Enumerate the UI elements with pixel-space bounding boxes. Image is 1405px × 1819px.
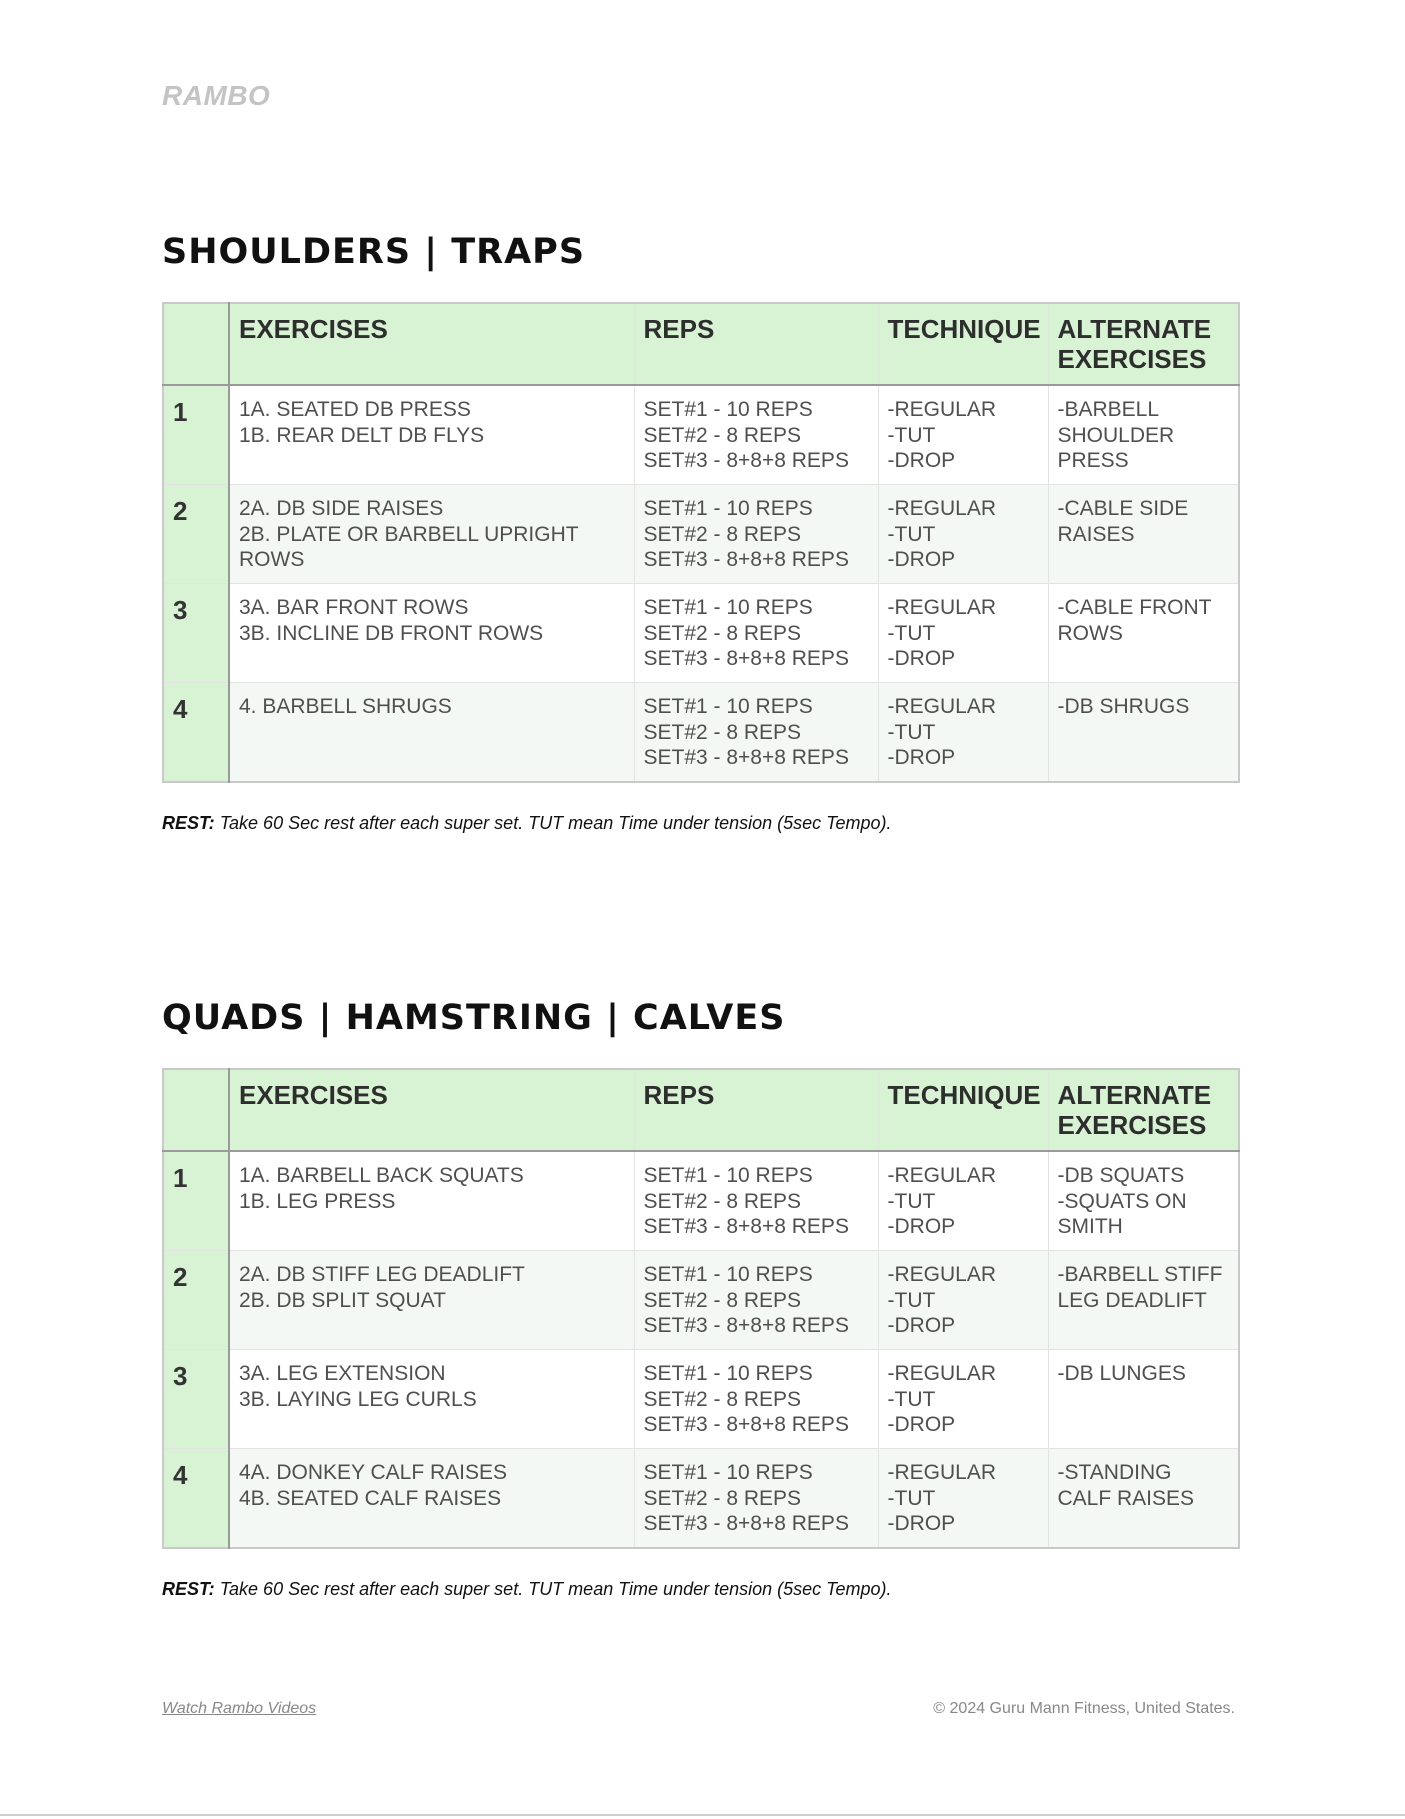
alternate-cell: [1048, 385, 1239, 485]
reps-line: SET#1 - 10 REPS: [643, 1263, 813, 1286]
alternate-line: -STANDING CALF RAISES: [1057, 1461, 1195, 1510]
exercise-line: 1A. SEATED DB PRESS: [239, 398, 471, 421]
technique-line: -TUT: [887, 621, 936, 645]
copyright-text: © 2024 Guru Mann Fitness, United States.: [933, 1700, 1235, 1717]
technique-cell: [878, 1251, 1048, 1350]
technique-line: -REGULAR: [887, 398, 997, 421]
rest-text: Take 60 Sec rest after each super set. TUT mean Time under tension (5sec Tempo).: [219, 813, 892, 833]
exercise-line: 3B. INCLINE DB FRONT ROWS: [239, 621, 544, 645]
technique-line: -REGULAR: [887, 1461, 997, 1484]
technique-line: -TUT: [887, 1387, 936, 1411]
row-number: 3: [163, 1350, 229, 1449]
technique-cell: [878, 584, 1048, 683]
reps-line: SET#3 - 8+8+8 REPS: [643, 1413, 849, 1436]
exercise-cell: [229, 1251, 634, 1350]
technique-line: -TUT: [887, 720, 936, 744]
row-number: 1: [163, 1151, 229, 1251]
reps-line: SET#3 - 8+8+8 REPS: [643, 1314, 849, 1337]
watch-videos-link[interactable]: Watch Rambo Videos: [162, 1700, 317, 1717]
alternate-line: -CABLE SIDE RAISES: [1057, 497, 1189, 546]
exercise-line: 4A. DONKEY CALF RAISES: [239, 1461, 508, 1484]
reps-line: SET#3 - 8+8+8 REPS: [643, 746, 849, 769]
exercise-cell: [229, 1449, 634, 1549]
brand-title: RAMBO: [162, 80, 271, 111]
header-technique: TECHNIQUE: [878, 1069, 1048, 1151]
row-number: 3: [163, 584, 229, 683]
reps-line: SET#2 - 8 REPS: [643, 1189, 802, 1213]
exercise-line: 1B. LEG PRESS: [239, 1189, 396, 1213]
reps-cell: [634, 1251, 878, 1350]
exercise-line: 2A. DB SIDE RAISES: [239, 497, 444, 520]
reps-cell: [634, 584, 878, 683]
table-row: [163, 485, 1239, 584]
table-header-row: [163, 1069, 1239, 1151]
rest-text: Take 60 Sec rest after each super set. TUT mean Time under tension (5sec Tempo).: [219, 1579, 892, 1599]
workout-table: [162, 302, 1240, 783]
technique-line: -DROP: [887, 1314, 956, 1337]
technique-line: -TUT: [887, 423, 936, 447]
reps-cell: [634, 1151, 878, 1251]
technique-line: -TUT: [887, 1486, 936, 1510]
technique-line: -TUT: [887, 1189, 936, 1213]
technique-line: -REGULAR: [887, 596, 997, 619]
rest-label: REST:: [162, 1579, 215, 1599]
alternate-line: -DB LUNGES: [1057, 1362, 1186, 1385]
reps-cell: [634, 485, 878, 584]
section-title: QUADS | HAMSTRING | CALVES: [162, 998, 786, 1038]
row-number: 2: [163, 1251, 229, 1350]
reps-line: SET#2 - 8 REPS: [643, 621, 802, 645]
technique-line: -DROP: [887, 1413, 956, 1436]
reps-line: SET#1 - 10 REPS: [643, 695, 813, 718]
technique-line: -DROP: [887, 548, 956, 571]
technique-line: -DROP: [887, 1215, 956, 1238]
header-alternate-exercises: ALTERNATE EXERCISES: [1048, 1069, 1239, 1151]
header-alternate-exercises: ALTERNATE EXERCISES: [1048, 303, 1239, 385]
table-row: [163, 385, 1239, 485]
exercise-line: 2A. DB STIFF LEG DEADLIFT: [239, 1263, 525, 1286]
page-bottom-divider: [0, 1814, 1405, 1816]
header-exercises: EXERCISES: [229, 303, 634, 385]
exercise-cell: [229, 683, 634, 783]
technique-line: -REGULAR: [887, 497, 997, 520]
alternate-cell: [1048, 1449, 1239, 1549]
technique-line: -REGULAR: [887, 695, 997, 718]
technique-line: -REGULAR: [887, 1362, 997, 1385]
reps-line: SET#1 - 10 REPS: [643, 497, 813, 520]
technique-line: -DROP: [887, 449, 956, 472]
reps-cell: [634, 385, 878, 485]
exercise-cell: [229, 1350, 634, 1449]
exercise-line: 3B. LAYING LEG CURLS: [239, 1387, 477, 1411]
reps-line: SET#2 - 8 REPS: [643, 1486, 802, 1510]
rest-label: REST:: [162, 813, 215, 833]
header-technique: TECHNIQUE: [878, 303, 1048, 385]
technique-line: -TUT: [887, 1288, 936, 1312]
header-reps: REPS: [634, 303, 878, 385]
reps-cell: [634, 1350, 878, 1449]
exercise-cell: [229, 1151, 634, 1251]
header-exercises: EXERCISES: [229, 1069, 634, 1151]
section-quads-hamstring-calves: [162, 994, 1238, 1600]
table-row: [163, 1449, 1239, 1549]
table-row: [163, 1251, 1239, 1350]
rest-note: [162, 1579, 1238, 1600]
exercise-line: 4B. SEATED CALF RAISES: [239, 1486, 502, 1510]
technique-cell: [878, 683, 1048, 783]
reps-line: SET#2 - 8 REPS: [643, 1387, 802, 1411]
technique-cell: [878, 1151, 1048, 1251]
exercise-cell: [229, 584, 634, 683]
reps-line: SET#3 - 8+8+8 REPS: [643, 548, 849, 571]
alternate-cell: [1048, 1350, 1239, 1449]
alternate-cell: [1048, 1251, 1239, 1350]
exercise-line: 1B. REAR DELT DB FLYS: [239, 423, 485, 447]
technique-line: -DROP: [887, 1512, 956, 1535]
alternate-line: -BARBELL SHOULDER PRESS: [1057, 398, 1175, 472]
alternate-line: -DB SQUATS: [1057, 1164, 1185, 1187]
alternate-cell: [1048, 584, 1239, 683]
technique-line: -DROP: [887, 647, 956, 670]
reps-line: SET#1 - 10 REPS: [643, 1362, 813, 1385]
exercise-line: 1A. BARBELL BACK SQUATS: [239, 1164, 524, 1187]
reps-line: SET#1 - 10 REPS: [643, 1461, 813, 1484]
section-title: SHOULDERS | TRAPS: [162, 232, 586, 272]
exercise-line: 3A. BAR FRONT ROWS: [239, 596, 469, 619]
reps-line: SET#3 - 8+8+8 REPS: [643, 1512, 849, 1535]
header-index: [163, 1069, 229, 1151]
reps-line: SET#1 - 10 REPS: [643, 596, 813, 619]
reps-line: SET#3 - 8+8+8 REPS: [643, 647, 849, 670]
header-reps: REPS: [634, 1069, 878, 1151]
exercise-line: 2B. DB SPLIT SQUAT: [239, 1288, 446, 1312]
alternate-cell: [1048, 1151, 1239, 1251]
exercise-line: 4. BARBELL SHRUGS: [239, 695, 452, 718]
alternate-line: -CABLE FRONT ROWS: [1057, 596, 1212, 645]
exercise-line: 2B. PLATE OR BARBELL UPRIGHT ROWS: [239, 522, 579, 571]
technique-cell: [878, 1350, 1048, 1449]
alternate-line: -DB SHRUGS: [1057, 695, 1190, 718]
technique-line: -TUT: [887, 522, 936, 546]
table-row: [163, 1350, 1239, 1449]
reps-cell: [634, 683, 878, 783]
reps-line: SET#3 - 8+8+8 REPS: [643, 1215, 849, 1238]
section-shoulders-traps: [162, 228, 1238, 834]
reps-line: SET#1 - 10 REPS: [643, 1164, 813, 1187]
row-number: 1: [163, 385, 229, 485]
reps-cell: [634, 1449, 878, 1549]
workout-table: [162, 1068, 1240, 1549]
exercise-cell: [229, 385, 634, 485]
technique-line: -DROP: [887, 746, 956, 769]
technique-line: -REGULAR: [887, 1164, 997, 1187]
row-number: 4: [163, 683, 229, 783]
exercise-cell: [229, 485, 634, 584]
technique-cell: [878, 385, 1048, 485]
reps-line: SET#2 - 8 REPS: [643, 423, 802, 447]
technique-line: -REGULAR: [887, 1263, 997, 1286]
alternate-line: -SQUATS ON SMITH: [1057, 1189, 1187, 1238]
alternate-line: -BARBELL STIFF LEG DEADLIFT: [1057, 1263, 1223, 1312]
reps-line: SET#1 - 10 REPS: [643, 398, 813, 421]
alternate-cell: [1048, 683, 1239, 783]
reps-line: SET#3 - 8+8+8 REPS: [643, 449, 849, 472]
table-row: [163, 683, 1239, 783]
reps-line: SET#2 - 8 REPS: [643, 522, 802, 546]
alternate-cell: [1048, 485, 1239, 584]
header-index: [163, 303, 229, 385]
table-header-row: [163, 303, 1239, 385]
reps-line: SET#2 - 8 REPS: [643, 720, 802, 744]
technique-cell: [878, 1449, 1048, 1549]
reps-line: SET#2 - 8 REPS: [643, 1288, 802, 1312]
table-row: [163, 1151, 1239, 1251]
table-row: [163, 584, 1239, 683]
technique-cell: [878, 485, 1048, 584]
row-number: 4: [163, 1449, 229, 1549]
row-number: 2: [163, 485, 229, 584]
rest-note: [162, 813, 1238, 834]
exercise-line: 3A. LEG EXTENSION: [239, 1362, 446, 1385]
